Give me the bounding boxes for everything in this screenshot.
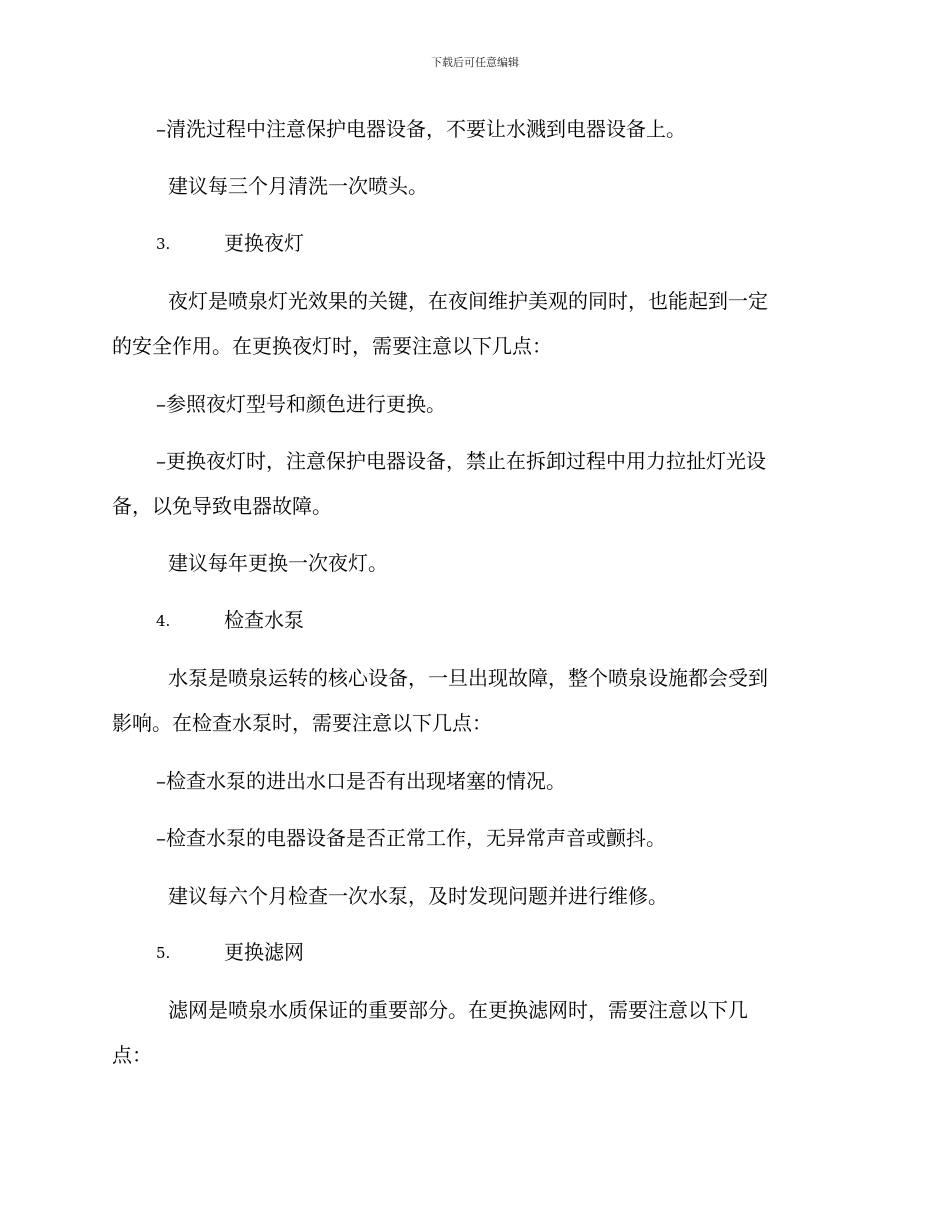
paragraph-continuation: 点： [112, 1043, 152, 1067]
section-title: 检查水泵 [224, 608, 304, 632]
paragraph-bullet: –清洗过程中注意保护电器设备，不要让水溅到电器设备上。 [156, 117, 686, 141]
section-number: 5. [156, 944, 171, 962]
section-number: 4. [156, 612, 171, 630]
paragraph: 水泵是喷泉运转的核心设备，一旦出现故障，整个喷泉设施都会受到 [168, 666, 768, 690]
paragraph-bullet: –检查水泵的进出水口是否有出现堵塞的情况。 [156, 769, 566, 793]
section-number: 3. [156, 235, 171, 253]
paragraph: 夜灯是喷泉灯光效果的关键，在夜间维护美观的同时，也能起到一定 [168, 289, 768, 313]
paragraph: 建议每年更换一次夜灯。 [168, 551, 388, 575]
paragraph-bullet: –更换夜灯时，注意保护电器设备，禁止在拆卸过程中用力拉扯灯光设 [156, 449, 766, 473]
section-title: 更换滤网 [224, 940, 304, 964]
paragraph-continuation: 备，以免导致电器故障。 [112, 494, 332, 518]
paragraph-bullet: –参照夜灯型号和颜色进行更换。 [156, 392, 446, 416]
paragraph-continuation: 的安全作用。在更换夜灯时，需要注意以下几点： [112, 334, 552, 358]
paragraph: 滤网是喷泉水质保证的重要部分。在更换滤网时，需要注意以下几 [168, 998, 748, 1022]
paragraph: 建议每六个月检查一次水泵，及时发现问题并进行维修。 [168, 884, 668, 908]
section-title: 更换夜灯 [224, 231, 304, 255]
paragraph-bullet: –检查水泵的电器设备是否正常工作，无异常声音或颤抖。 [156, 826, 666, 850]
paragraph: 建议每三个月清洗一次喷头。 [168, 174, 428, 198]
page-header: 下载后可任意编辑 [431, 56, 519, 69]
paragraph-continuation: 影响。在检查水泵时，需要注意以下几点： [112, 711, 492, 735]
